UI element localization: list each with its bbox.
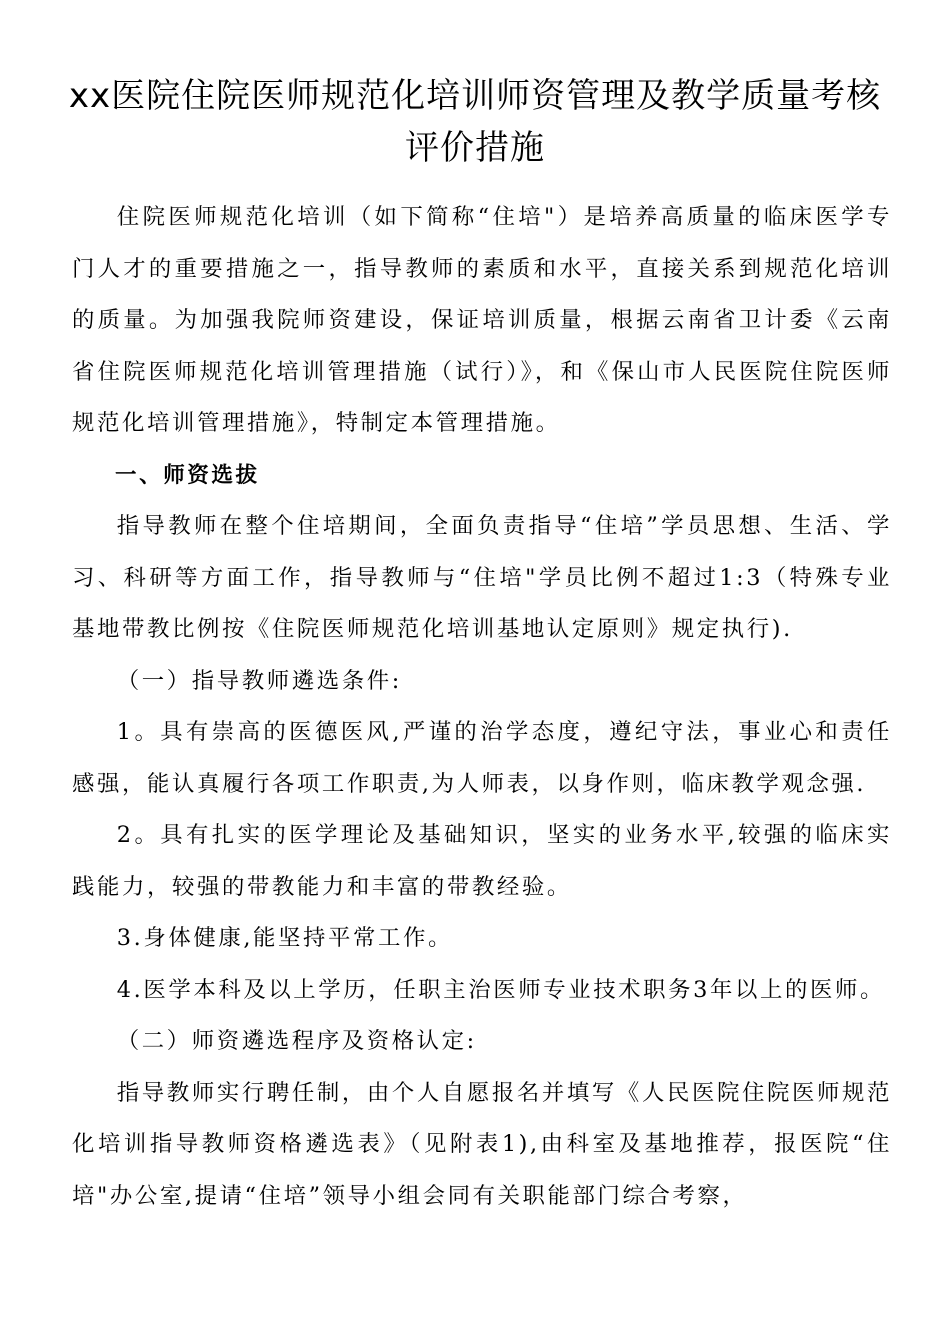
condition-item-4: 4.医学本科及以上学历，任职主治医师专业技术职务3年以上的医师。 bbox=[116, 976, 885, 1003]
subsection-heading-conditions: （一）指导教师遴选条件: bbox=[116, 667, 402, 694]
title-line-2: 评价措施 bbox=[405, 128, 545, 168]
subsection-heading-procedure: （二）师资遴选程序及资格认定: bbox=[116, 1028, 477, 1054]
procedure-paragraph: 指导教师实行聘任制，由个人自愿报名并填写《人民医院住院医师规范化培训指导教师资格遴选表》（见附表1),由科室及基地推荐，报医院“住培"办公室,提请“住培”领导小组会同有关职能部门综合考察， bbox=[72, 1079, 892, 1209]
title-line-1: xx医院住院医师规范化培训师资管理及教学质量考核 bbox=[68, 76, 882, 116]
selection-paragraph: 指导教师在整个住培期间，全面负责指导“住培”学员思想、生活、学习、科研等方面工作，指导教师与“住培"学员比例不超过1:3（特殊专业基地带教比例按《住院医师规范化培训基地认定原则》规定执行). bbox=[72, 513, 892, 642]
condition-item-3: 3.身体健康,能坚持平常工作。 bbox=[116, 925, 453, 951]
document-body bbox=[72, 192, 892, 1222]
condition-item-2: 2。具有扎实的医学理论及基础知识，坚实的业务水平,较强的临床实践能力，较强的带教能力和丰富的带教经验。 bbox=[72, 822, 892, 900]
section-heading-teacher-selection: 一、师资选拔 bbox=[115, 462, 260, 488]
condition-item-1: 1。具有崇高的医德医风,严谨的治学态度，遵纪守法，事业心和责任感强，能认真履行各项工作职责,为人师表，以身作则，临床教学观念强. bbox=[72, 719, 892, 797]
intro-paragraph: 住院医师规范化培训（如下简称“住培"）是培养高质量的临床医学专门人才的重要措施之一，指导教师的素质和水平，直接关系到规范化培训的质量。为加强我院师资建设，保证培训质量，根据云南省卫计委《云南省住院医师规范化培训管理措施（试行）》，和《保山市人民医院住院医师规范化培训管理措施》，特制定本管理措施。 bbox=[72, 204, 892, 436]
document-title bbox=[60, 70, 890, 174]
